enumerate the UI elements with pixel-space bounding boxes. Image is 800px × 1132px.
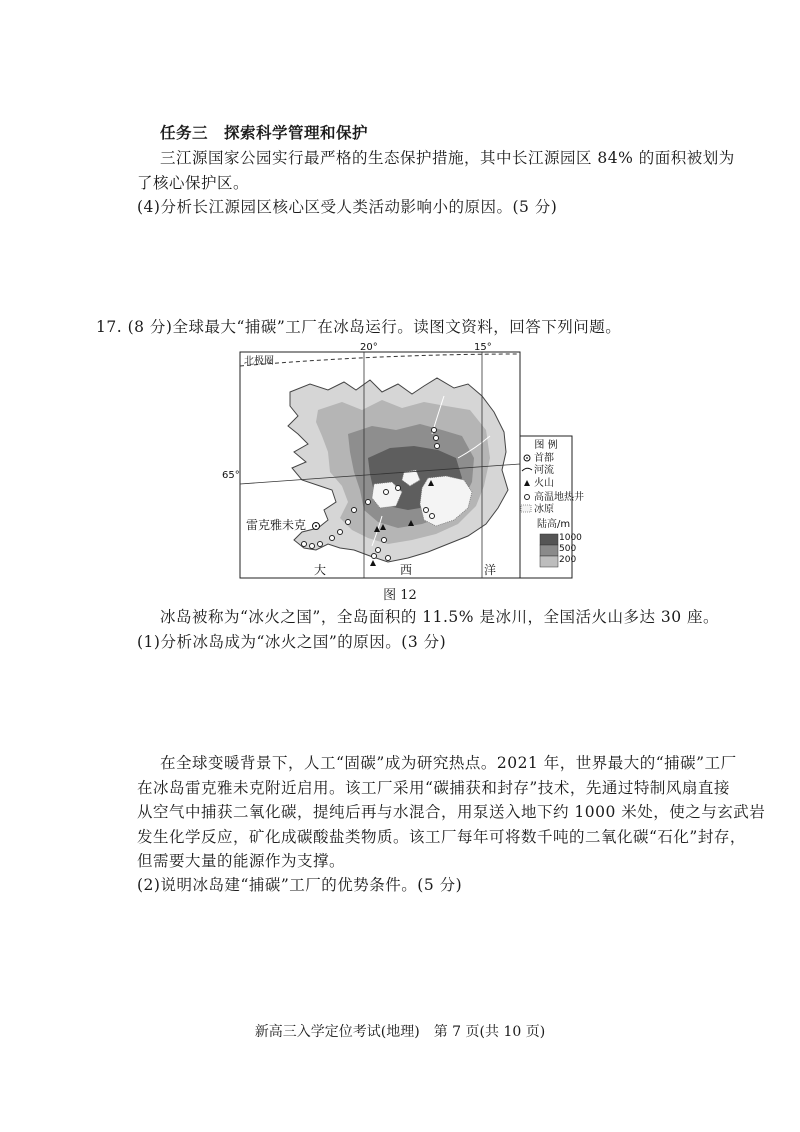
- arctic-circle-label: 北极圈: [244, 356, 274, 367]
- geothermal-well-icon: [366, 500, 371, 505]
- legend-title: 图 例: [534, 440, 558, 451]
- geothermal-well-icon: [338, 530, 343, 535]
- elevation-label: 500: [559, 544, 577, 554]
- task3-heading: 任务三 探索科学管理和保护: [160, 124, 369, 142]
- q17-intro-text: 冰岛被称为“冰火之国”，全岛面积的 11.5% 是冰川，全国活火山多达 30 座。: [160, 608, 720, 626]
- longitude-label-20: 20°: [360, 342, 378, 353]
- legend-item: 冰原: [534, 504, 554, 515]
- geothermal-well-icon: [302, 542, 307, 547]
- geothermal-well-icon: [352, 508, 357, 513]
- geothermal-well-icon: [432, 428, 437, 433]
- geothermal-well-icon: [424, 508, 429, 513]
- latitude-label-65: 65°: [222, 470, 240, 481]
- question-17-title: 17. (8 分)全球最大“捕碳”工厂在冰岛运行。读图文资料，回答下列问题。: [96, 318, 622, 336]
- figure-caption: 图 12: [383, 588, 417, 603]
- geothermal-well-icon: [382, 538, 387, 543]
- page-footer: 新高三入学定位考试(地理) 第 7 页(共 10 页): [254, 1024, 546, 1040]
- ocean-label: 西: [400, 563, 413, 577]
- legend-item: 河流: [534, 465, 554, 476]
- elevation-swatch-1000: [540, 534, 558, 545]
- question-17-2: (2)说明冰岛建“捕碳”工厂的优势条件。(5 分): [137, 876, 463, 894]
- question-4: (4)分析长江源园区核心区受人类活动影响小的原因。(5 分): [137, 198, 558, 216]
- geothermal-well-icon: [372, 554, 377, 559]
- task3-paragraph-line2: 了核心保护区。: [137, 174, 250, 192]
- q17-paragraph-line: 从空气中捕获二氧化碳，提纯后再与水混合，用泵送入地下约 1000 米处，使之与玄武岩: [137, 803, 766, 821]
- city-label-reykjavik: 雷克雅未克: [246, 518, 307, 532]
- longitude-label-15: 15°: [474, 342, 492, 353]
- legend-item: 火山: [534, 478, 554, 489]
- geothermal-well-icon: [318, 542, 323, 547]
- ocean-label: 大: [314, 563, 327, 577]
- q17-paragraph-line: 发生化学反应，矿化成碳酸盐类物质。该工厂每年可将数千吨的二氧化碳“石化”封存，: [137, 828, 746, 846]
- geothermal-well-icon: [346, 520, 351, 525]
- elevation-label: 1000: [559, 533, 582, 543]
- geothermal-well-icon: [430, 514, 435, 519]
- elevation-swatch-200: [540, 556, 558, 567]
- ocean-label: 洋: [484, 563, 497, 577]
- geothermal-well-icon: [376, 548, 381, 553]
- geothermal-well-icon: [310, 544, 315, 549]
- q17-paragraph-line: 在全球变暖背景下，人工“固碳”成为研究热点。2021 年，世界最大的“捕碳”工厂: [160, 754, 737, 772]
- legend-item: 高温地热井: [534, 492, 584, 503]
- geothermal-legend-icon: [525, 495, 530, 500]
- elevation-swatch-500: [540, 545, 558, 556]
- geothermal-well-icon: [384, 490, 389, 495]
- geothermal-well-icon: [435, 444, 440, 449]
- q17-paragraph-line: 在冰岛雷克雅未克附近启用。该工厂采用“碳捕获和封存”技术，先通过特制风扇直接: [137, 779, 730, 797]
- geothermal-well-icon: [386, 556, 391, 561]
- geothermal-well-icon: [396, 486, 401, 491]
- q17-paragraph-line: 但需要大量的能源作为支撑。: [137, 852, 346, 870]
- elevation-label: 200: [559, 555, 577, 565]
- iceland-map: [222, 340, 584, 582]
- ice-field-legend-icon: [521, 505, 531, 512]
- geothermal-well-icon: [330, 536, 335, 541]
- legend-elevation-title: 陆高/m: [537, 519, 571, 530]
- question-17-1: (1)分析冰岛成为“冰火之国”的原因。(3 分): [137, 633, 447, 651]
- legend-item: 首都: [534, 453, 554, 464]
- geothermal-well-icon: [434, 436, 439, 441]
- task3-paragraph-line1: 三江源国家公园实行最严格的生态保护措施，其中长江源园区 84% 的面积被划为: [160, 149, 735, 167]
